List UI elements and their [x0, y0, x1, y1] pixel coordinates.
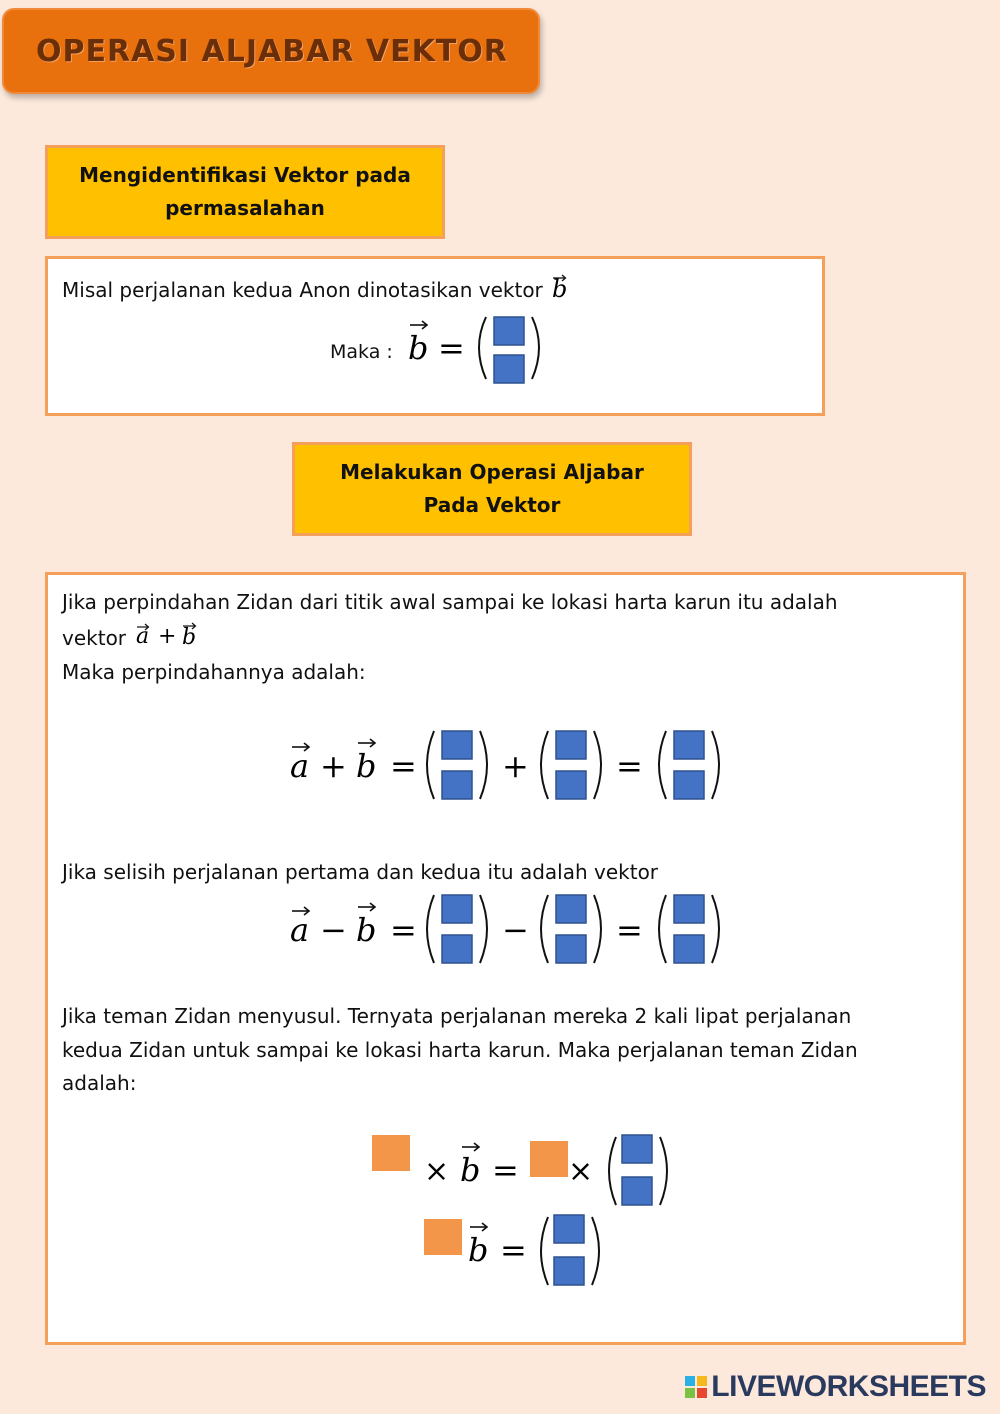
blank-sub-b-top[interactable]	[556, 895, 586, 923]
blank-sub-result-bottom[interactable]	[674, 935, 704, 963]
blank-add-result-top[interactable]	[674, 731, 704, 759]
sub-minus-2: −	[502, 911, 529, 949]
blank-b-bottom[interactable]	[494, 355, 524, 383]
scalar-b-letter-1: b	[460, 1151, 481, 1189]
scalar-line3: adalah:	[62, 1071, 137, 1095]
add-plus-1: +	[320, 747, 347, 785]
add-b-letter: b	[356, 747, 377, 785]
vector-b-symbol	[549, 273, 569, 303]
identify-intro-text: Misal perjalanan kedua Anon dinotasikan vektor	[62, 278, 543, 302]
scalar-times-1: ×	[424, 1154, 450, 1189]
scalar-equation-1	[370, 1131, 680, 1211]
blank-scalar-2[interactable]	[530, 1141, 568, 1177]
addition-equation	[286, 725, 736, 805]
addition-line2	[62, 621, 204, 655]
blank-sub-a-top[interactable]	[442, 895, 472, 923]
blank-add-b-top[interactable]	[556, 731, 586, 759]
sub-equals-2: =	[616, 911, 643, 949]
small-plus: +	[158, 624, 177, 649]
eq-b-letter: b	[408, 329, 429, 367]
section-label-operations-line2: Pada Vektor	[423, 493, 561, 517]
blank-add-a-bottom[interactable]	[442, 771, 472, 799]
sub-minus-1: −	[320, 911, 347, 949]
blank-add-b-bottom[interactable]	[556, 771, 586, 799]
blank-sub-b-bottom[interactable]	[556, 935, 586, 963]
scalar-b-letter-2: b	[468, 1231, 489, 1269]
subtraction-text: Jika selisih perjalanan pertama dan kedua itu adalah vektor	[62, 860, 659, 884]
title-banner	[2, 8, 540, 94]
blank-scalar-result-top[interactable]	[554, 1215, 584, 1243]
sub-b-letter: b	[356, 911, 377, 949]
blank-add-result-bottom[interactable]	[674, 771, 704, 799]
blank-add-a-top[interactable]	[442, 731, 472, 759]
scalar-times-2: ×	[568, 1154, 594, 1189]
scalar-line1: Jika teman Zidan menyusul. Ternyata perjalanan mereka 2 kali lipat perjalanan	[62, 1004, 852, 1028]
operations-panel	[45, 572, 966, 1345]
blank-sub-a-bottom[interactable]	[442, 935, 472, 963]
subtraction-equation	[286, 889, 736, 969]
scalar-line2: kedua Zidan untuk sampai ke lokasi harta karun. Maka perjalanan teman Zidan	[62, 1038, 858, 1062]
add-plus-2: +	[502, 747, 529, 785]
small-a-letter: a	[136, 624, 150, 649]
add-equals-2: =	[616, 747, 643, 785]
section-label-operations-line1: Melakukan Operasi Aljabar	[340, 460, 644, 484]
sub-equals-1: =	[390, 911, 417, 949]
scalar-equation-2	[422, 1211, 622, 1291]
blank-scalar-3[interactable]	[424, 1219, 462, 1255]
footer-logo	[685, 1370, 986, 1404]
section-label-identify-line2: permasalahan	[165, 196, 325, 220]
section-label-identify	[45, 145, 445, 239]
sub-a-letter: a	[290, 911, 310, 949]
blank-scalar-b-bottom[interactable]	[622, 1177, 652, 1205]
identify-intro	[62, 273, 569, 307]
small-b-letter: b	[182, 625, 197, 650]
section-label-operations	[292, 442, 692, 536]
section-label-identify-line1: Mengidentifikasi Vektor pada	[79, 163, 411, 187]
identify-panel	[45, 256, 825, 416]
addition-line2-text: vektor	[62, 626, 127, 650]
scalar-equals-2: =	[500, 1231, 527, 1269]
footer-brand: LIVEWORKSHEETS	[711, 1370, 986, 1403]
b-equation	[404, 311, 544, 385]
vector-b-letter: b	[552, 275, 568, 303]
blank-scalar-1[interactable]	[372, 1135, 410, 1171]
eq-equals: =	[438, 329, 465, 367]
blank-scalar-result-bottom[interactable]	[554, 1257, 584, 1285]
addition-line3: Maka perpindahannya adalah:	[62, 660, 366, 684]
maka-label: Maka :	[330, 341, 393, 363]
blank-sub-result-top[interactable]	[674, 895, 704, 923]
add-equals-1: =	[390, 747, 417, 785]
liveworksheets-logo-icon	[685, 1376, 707, 1398]
add-a-letter: a	[290, 747, 310, 785]
blank-b-top[interactable]	[494, 317, 524, 345]
addition-line1: Jika perpindahan Zidan dari titik awal sampai ke lokasi harta karun itu adalah	[62, 590, 838, 614]
scalar-equals-1: =	[492, 1151, 519, 1189]
page-title: OPERASI ALJABAR VEKTOR	[36, 34, 508, 69]
blank-scalar-b-top[interactable]	[622, 1135, 652, 1163]
a-plus-b-symbol	[132, 621, 204, 651]
